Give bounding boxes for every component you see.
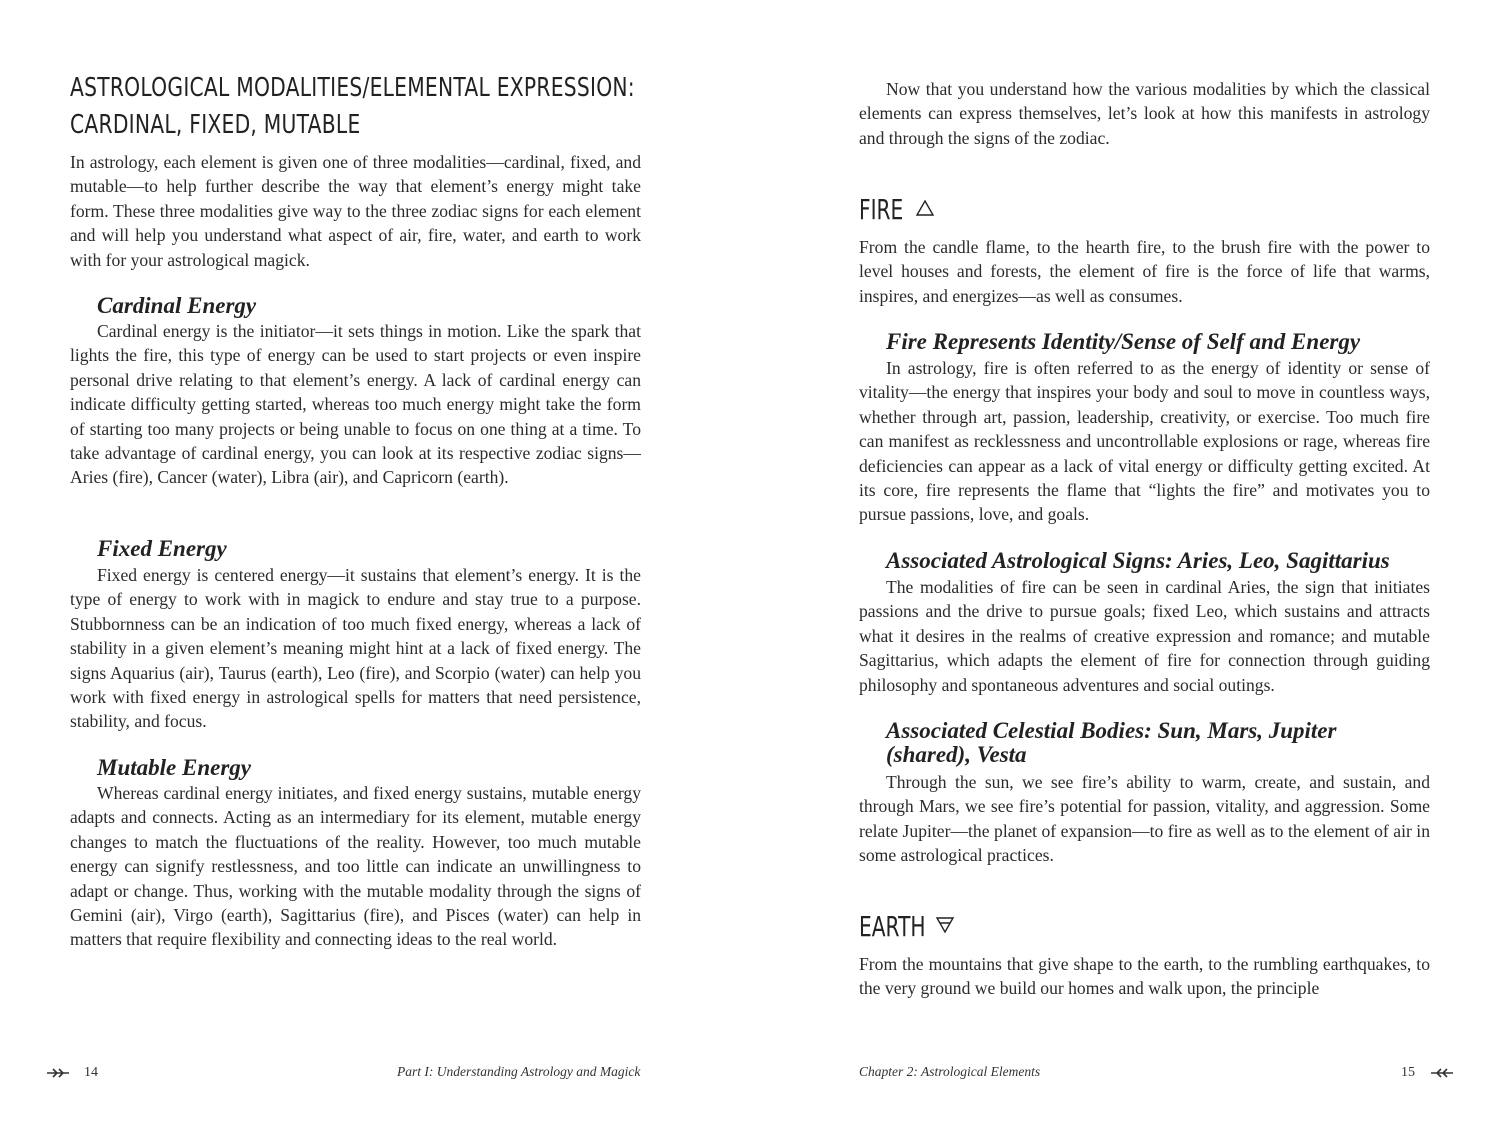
footer-page-number-right: 15 — [1401, 1065, 1415, 1080]
signs-heading: Associated Astrological Signs: Aries, Leo, Sagittarius — [886, 548, 1390, 573]
fixed-paragraph: Fixed energy is centered energy—it sustains that element’s energy. It is the type of energy to work with in magick to endure and stay true to a purpose. Stubbornness can be an indication of too much fixed energy, whereas a lack of stability in a given element’s meaning might hint at a lack of fixed energy. The signs Aquarius (air), Taurus (earth), Leo (fire), and Scorpio (water) can help you work with fixed energy in astrological spells for matters that need persistence, stability, and focus. — [70, 565, 641, 732]
left-page — [70, 0, 641, 1125]
title-line-2: CARDINAL, FIXED, MUTABLE — [70, 110, 361, 140]
earth-section-heading — [859, 910, 951, 944]
earth-triangle-icon — [935, 916, 955, 934]
footer-running-head-left: Part I: Understanding Astrology and Magick — [397, 1064, 641, 1079]
footer-page-number-left: 14 — [84, 1065, 98, 1080]
mutable-paragraph: Whereas cardinal energy initiates, and fixed energy sustains, mutable energy adapts and connects. Acting as an intermediary for its element, mutable energy changes to match the fluctuations of the reality. However, too much mutable energy can signify restlessness, and too little can indicate an unwillingness to adapt or change. Thus, working with the mutable modality through the signs of Gemini (air), Virgo (earth), Sagittarius (fire), and Pisces (water) can help in matters that require flexibility and connecting ideas to the real world. — [70, 783, 641, 950]
page-ornament-icon — [1429, 1067, 1455, 1079]
mutable-heading: Mutable Energy — [97, 755, 251, 780]
fire-intro-paragraph: From the candle flame, to the hearth fire, to the brush fire with the power to level houses and forests, the element of fire is the force of life that warms, inspires, and energizes—as well as consumes. — [859, 237, 1430, 306]
title-line-1: ASTROLOGICAL MODALITIES/ELEMENTAL EXPRESSION: — [70, 73, 635, 103]
page-ornament-icon — [45, 1067, 71, 1079]
footer-running-head-right: Chapter 2: Astrological Elements — [859, 1064, 1041, 1079]
cardinal-paragraph: Cardinal energy is the initiator—it sets things in motion. Like the spark that lights the fire, this type of energy can be used to start projects or even inspire personal drive relating to that element’s energy. A lack of cardinal energy can indicate difficulty getting started, whereas too much energy might take the form of starting too many projects or being unable to focus on one thing at a time. To take advantage of cardinal energy, you can look at its respective zodiac signs—Aries (fire), Cancer (water), Libra (air), and Capricorn (earth). — [70, 321, 641, 488]
chapter-section-title — [70, 70, 647, 144]
fire-triangle-icon — [915, 199, 935, 217]
identity-heading: Fire Represents Identity/Sense of Self and Energy — [886, 329, 1361, 354]
fixed-heading: Fixed Energy — [97, 536, 227, 561]
intro-paragraph: In astrology, each element is given one of three modalities—cardinal, fixed, and mutable—to help further describe the way that element’s energy might take form. These three modalities give way to the three zodiac signs for each element and will help you understand what aspect of air, fire, water, and earth to work with for your astrological magick. — [70, 152, 641, 270]
signs-paragraph: The modalities of fire can be seen in cardinal Aries, the sign that initiates passions and the drive to pursue goals; fixed Leo, which sustains and attracts what it desires in the realms of creative expression and romance; and mutable Sagittarius, which adapts the element of fire for connection through guiding philosophy and spontaneous adventures and social outings. — [859, 577, 1430, 695]
fire-heading: FIRE — [859, 193, 904, 226]
earth-paragraph: From the mountains that give shape to the earth, to the rumbling earthquakes, to the very ground we build our homes and walk upon, the principle — [859, 954, 1430, 999]
right-intro-paragraph: Now that you understand how the various modalities by which the classical elements can express themselves, let’s look at how this manifests in astrology and through the signs of the zodiac. — [859, 79, 1430, 148]
cardinal-heading: Cardinal Energy — [97, 293, 257, 318]
earth-heading: EARTH — [859, 910, 926, 943]
identity-paragraph: In astrology, fire is often referred to as the energy of identity or sense of vitality—the energy that inspires your body and soul to move in countless ways, whether through art, passion, leadership, creativity, or exercise. Too much fire can manifest as recklessness and uncontrollable explosions or rage, whereas fire deficiencies can appear as a lack of vital energy or difficulty getting excited. At its core, fire represents the flame that “lights the fire” and motivates you to pursue passions, love, and goals. — [859, 358, 1430, 525]
right-page — [859, 0, 1430, 1125]
fire-section-heading — [859, 193, 921, 227]
bodies-heading: Associated Celestial Bodies: Sun, Mars, Jupiter (shared), Vesta — [886, 718, 1337, 767]
bodies-paragraph: Through the sun, we see fire’s ability to warm, create, and sustain, and through Mars, we see fire’s potential for passion, vitality, and aggression. Some relate Jupiter—the planet of expansion—to fire as well as to the element of air in some astrological practices. — [859, 772, 1430, 866]
